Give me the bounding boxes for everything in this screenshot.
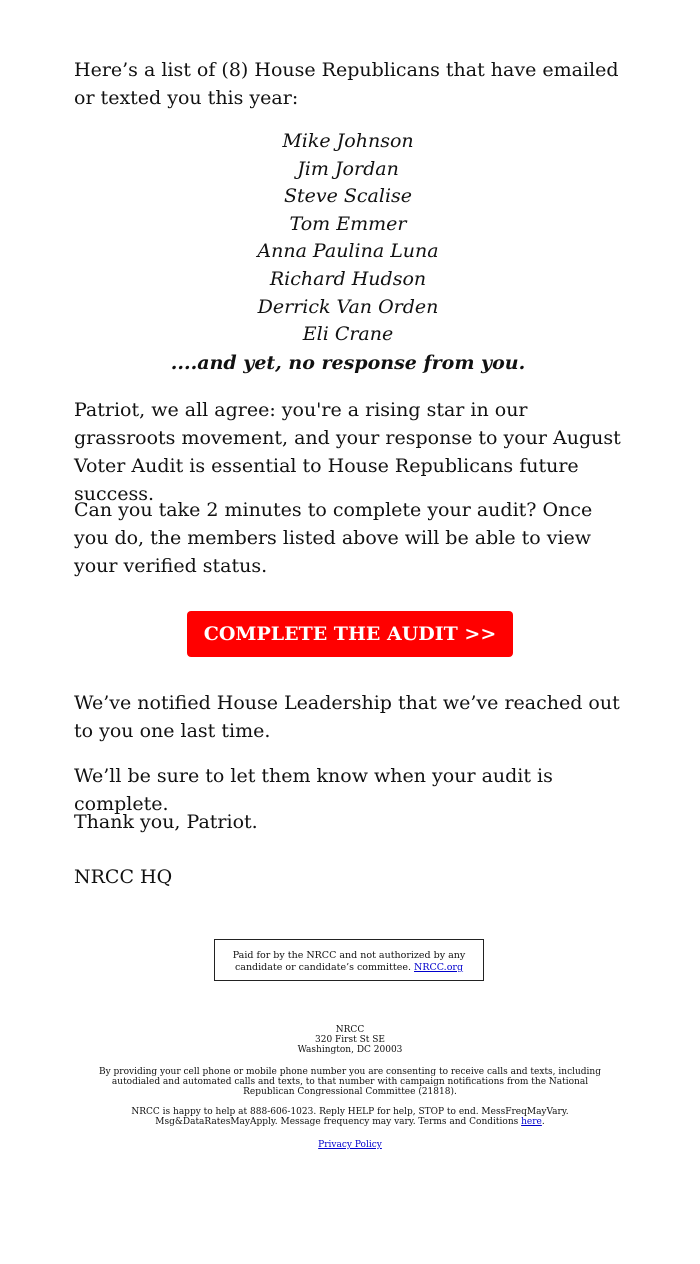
footer-org: NRCC [335,1025,365,1035]
nrcc-link[interactable]: NRCC.org [414,961,464,973]
footer [90,1025,610,1150]
complete-audit-button[interactable]: COMPLETE THE AUDIT >> [187,611,513,657]
terms-link[interactable]: here [521,1117,542,1128]
footer-consent: By providing your cell phone or mobile phone number you are consenting to receive calls and texts, including autodialed and automated calls and texts, to that number with campaign notifications from the National Republican Congressional Committee (21818). [98,1066,601,1098]
privacy-policy-link[interactable]: Privacy Policy [318,1139,382,1150]
paragraph-audit-request: Can you take 2 minutes to complete your audit? Once you do, the members listed above will be able to view your verified status. [74,499,593,577]
list-item: Jim Jordan [297,157,399,180]
list-item: Anna Paulina Luna [257,240,439,263]
intro-paragraph: Here’s a list of (8) House Republicans that have emailed or texted you this year: [74,59,619,109]
closing-line: ....and yet, no response from you. [170,351,526,374]
paragraph-rising-star: Patriot, we all agree: you're a rising star in our grassroots movement, and your response to your August Voter Audit is essential to House Republicans future success. [74,399,621,505]
paid-for-disclaimer [214,939,484,981]
paragraph-thank-you: Thank you, Patriot. [74,811,258,833]
footer-help-end: . [541,1117,545,1128]
signature: NRCC HQ [74,866,173,888]
footer-city: Washington, DC 20003 [297,1045,403,1056]
footer-help-text: NRCC is happy to help at 888-606-1023. Reply HELP for help, STOP to end. MessFreqMayVary. Msg&DataRatesMayApply. Message frequency may vary. Terms and Conditions [131,1107,569,1128]
list-item: Richard Hudson [269,267,427,290]
list-item: Derrick Van Orden [257,295,439,318]
list-item: Steve Scalise [283,185,413,208]
names-list [74,128,622,377]
list-item: Mike Johnson [282,130,414,152]
disclaimer-text: Paid for by the NRCC and not authorized by any candidate or candidate’s committee. [232,950,466,973]
list-item: Eli Crane [302,323,394,346]
footer-help [90,1107,610,1127]
paragraph-notified: We’ve notified House Leadership that we’ve reached out to you one last time. [74,692,620,742]
list-item: Tom Emmer [289,212,407,235]
paragraph-let-them-know: We’ll be sure to let them know when your audit is complete. [74,765,553,815]
footer-street: 320 First St SE [315,1035,385,1046]
